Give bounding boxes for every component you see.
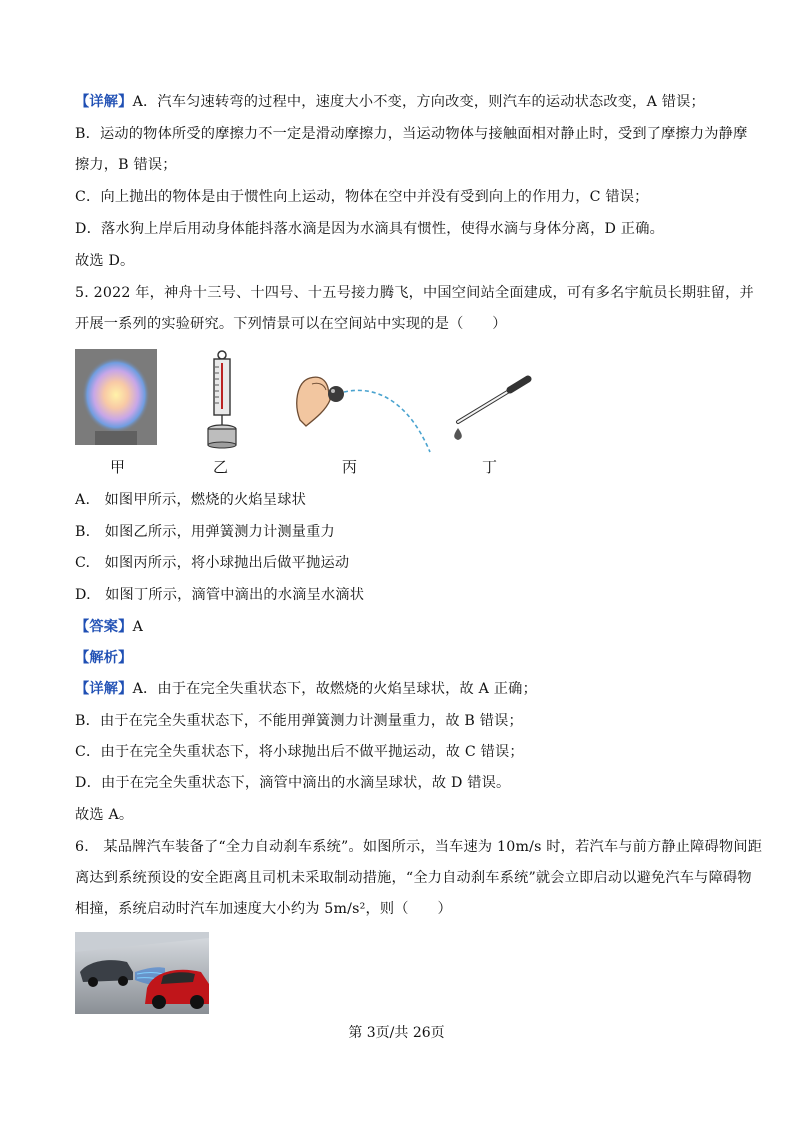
q5-detail-d: D．由于在完全失重状态下，滴管中滴出的水滴呈球状，故 D 错误。 — [75, 775, 511, 791]
caption-bing: 丙 — [342, 458, 358, 476]
dropper-icon — [448, 370, 533, 450]
car-braking-figure — [75, 932, 209, 1014]
caption-ding: 丁 — [482, 458, 498, 476]
q4-detail-d: D．落水狗上岸后用动身体能抖落水滴是因为水滴具有惯性，使得水滴与身体分离，D 正确。 — [75, 221, 664, 237]
q5-analysis — [75, 648, 725, 668]
q5-option-b: B. 如图乙所示，用弹簧测力计测量重力 — [75, 524, 335, 540]
q4-detail-a — [75, 92, 725, 112]
q4-conclusion: 故选 D。 — [75, 253, 135, 269]
dropper-figure — [448, 370, 533, 450]
q5-stem-line2: 开展一系列的实验研究。下列情景可以在空间站中实现的是（ ） — [75, 316, 507, 332]
answer-value: A — [132, 619, 144, 635]
spring-scale-icon — [198, 349, 248, 449]
q4-detail-a-text: A．汽车匀速转弯的过程中，速度大小不变，方向改变，则汽车的运动状态改变，A 错误； — [132, 94, 705, 110]
spring-scale-figure — [198, 349, 248, 449]
q5-detail-c: C．由于在完全失重状态下，将小球抛出后不做平抛运动，故 C 错误； — [75, 744, 524, 760]
detail-tag: 【详解】 — [75, 94, 133, 110]
page-footer: 第 3页/共 26页 — [348, 1025, 445, 1041]
flame-icon — [75, 349, 157, 445]
q5-stem-line1: 5. 2022 年，神舟十三号、十四号、十五号接力腾飞，中国空间站全面建成，可有多名宇航员长期驻留，并 — [75, 285, 754, 301]
q4-detail-c: C．向上抛出的物体是由于惯性向上运动，物体在空中并没有受到向上的作用力，C 错误； — [75, 189, 649, 205]
q5-detail-b: B．由于在完全失重状态下，不能用弹簧测力计测量重力，故 B 错误； — [75, 713, 523, 729]
answer-tag: 【答案】 — [75, 619, 133, 635]
caption-yi: 乙 — [213, 458, 229, 476]
q4-detail-b2: 擦力，B 错误； — [75, 157, 177, 173]
car-sensor-icon — [75, 932, 209, 1014]
q5-option-c: C. 如图丙所示，将小球抛出后做平抛运动 — [75, 555, 350, 571]
flame-figure — [75, 349, 157, 445]
q5-detail-a-text: A．由于在完全失重状态下，故燃烧的火焰呈球状，故 A 正确； — [132, 681, 537, 697]
q5-option-a: A. 如图甲所示，燃烧的火焰呈球状 — [75, 492, 306, 508]
detail-tag: 【详解】 — [75, 681, 133, 697]
q5-answer — [75, 617, 725, 637]
caption-jia: 甲 — [110, 458, 126, 476]
q5-detail-a — [75, 679, 725, 699]
q4-detail-b1: B．运动的物体所受的摩擦力不一定是滑动摩擦力，当运动物体与接触面相对静止时，受到了摩擦力为静摩 — [75, 126, 748, 142]
q6-stem-line3: 相撞，系统启动时汽车加速度大小约为 5m/s²，则（ ） — [75, 901, 452, 917]
analysis-tag: 【解析】 — [75, 650, 133, 666]
ball-throw-figure — [290, 370, 440, 455]
q6-stem-line2: 离达到系统预设的安全距离且司机未采取制动措施，“全力自动刹车系统”就会立即启动以避免汽车与障碍物 — [75, 870, 752, 886]
q6-stem-line1: 6. 某品牌汽车装备了“全力自动刹车系统”。如图所示，当车速为 10m/s 时，若汽车与前方静止障碍物间距 — [75, 839, 763, 855]
hand-ball-icon — [290, 370, 440, 455]
q5-conclusion: 故选 A。 — [75, 807, 134, 823]
q5-option-d: D. 如图丁所示，滴管中滴出的水滴呈水滴状 — [75, 587, 365, 603]
